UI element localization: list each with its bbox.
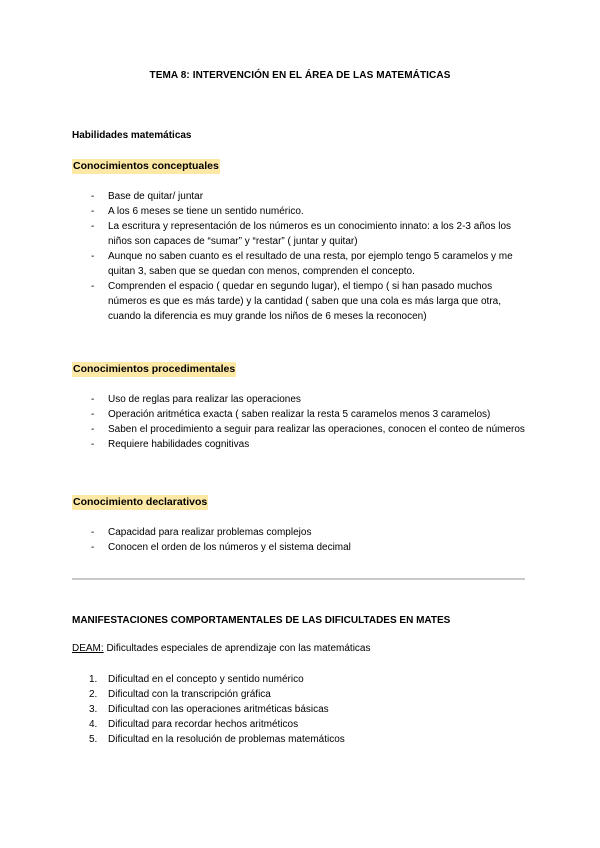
list-item [0,702,600,717]
list-conceptuales [0,189,600,324]
item-number: 4. [89,719,98,730]
section-heading-conceptuales: Conocimientos conceptuales [73,160,219,172]
list-item [0,732,600,747]
deam-definition [72,643,370,654]
item-text: Dificultad con las operaciones aritméticas básicas [108,704,329,715]
list-item: - Comprenden el espacio ( quedar en segundo lugar), el tiempo ( si han pasado muchos números es que es más tarde) y la cantidad ( saben que una cola es más larga que otra, cuando la diferencia es muy grande los niños de 6 meses la reconocen) [0,279,600,324]
subtitle: Habilidades matemáticas [72,130,192,141]
item-number: 2. [89,689,98,700]
deam-text: Dificultades especiales de aprendizaje con las matemáticas [103,643,371,654]
section2-heading: MANIFESTACIONES COMPORTAMENTALES DE LAS DIFICULTADES EN MATES [72,615,451,626]
list-item: - A los 6 meses se tiene un sentido numérico. [0,204,600,219]
item-text: Dificultad en el concepto y sentido numérico [108,674,304,685]
item-number: 5. [89,734,98,745]
list-item: - Uso de reglas para realizar las operaciones [0,392,600,407]
difficulties-list [0,672,600,747]
deam-label: DEAM: [72,643,104,654]
item-number: 1. [89,674,98,685]
list-item: - Operación aritmética exacta ( saben realizar la resta 5 caramelos menos 3 caramelos) [0,407,600,422]
page-title: TEMA 8: INTERVENCIÓN EN EL ÁREA DE LAS MATEMÁTICAS [149,70,451,81]
list-declarativos [0,525,600,555]
list-item: - Base de quitar/ juntar [0,189,600,204]
list-item: - Requiere habilidades cognitivas [0,437,600,452]
item-text: Dificultad en la resolución de problemas matemáticos [108,734,345,745]
list-item: - Capacidad para realizar problemas complejos [0,525,600,540]
section-heading-declarativos: Conocimiento declarativos [73,496,208,508]
list-item [0,672,600,687]
section-heading-procedimentales: Conocimientos procedimentales [73,363,236,375]
item-number: 3. [89,704,98,715]
list-item [0,687,600,702]
list-procedimentales [0,392,600,452]
list-item [0,717,600,732]
list-item: - Aunque no saben cuanto es el resultado de una resta, por ejemplo tengo 5 caramelos y me quitan 3, saben que se quedan con menos, comprenden el concepto. [0,249,600,279]
list-item: - Conocen el orden de los números y el sistema decimal [0,540,600,555]
list-item: - Saben el procedimiento a seguir para realizar las operaciones, conocen el conteo de números [0,422,600,437]
item-text: Dificultad para recordar hechos aritméticos [108,719,299,730]
horizontal-divider [72,578,525,580]
list-item: - La escritura y representación de los números es un conocimiento innato: a los 2-3 años los niños son capaces de “sumar” y “restar” ( juntar y quitar) [0,219,600,249]
item-text: Dificultad con la transcripción gráfica [108,689,271,700]
